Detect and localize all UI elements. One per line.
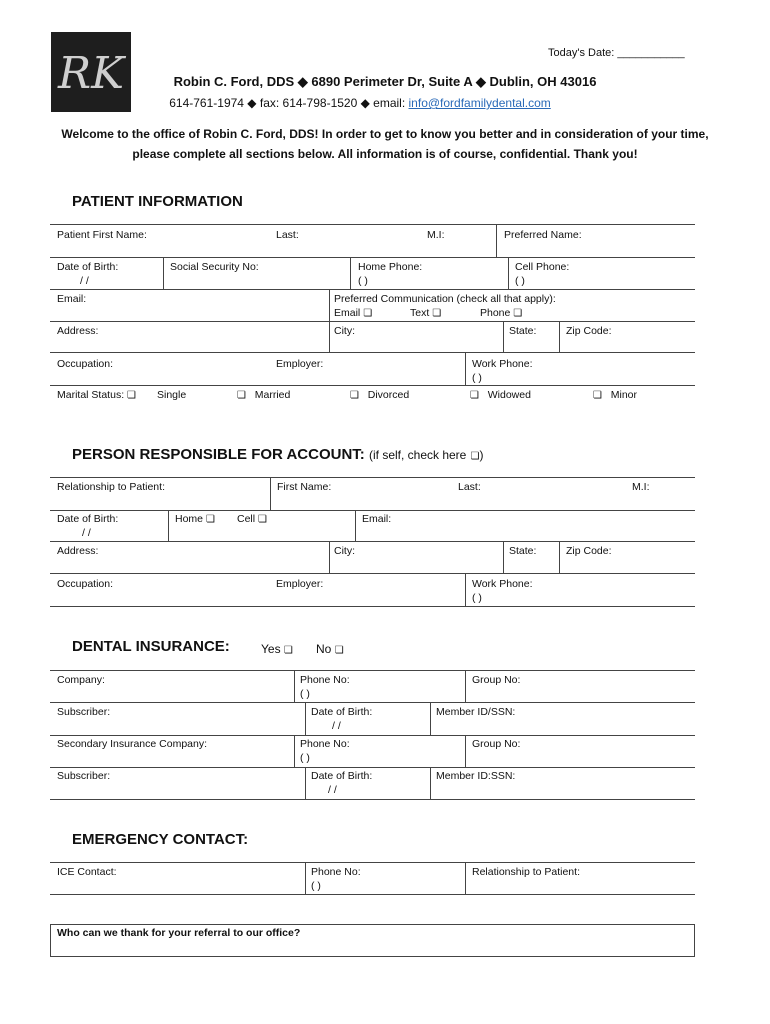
patient-work-phone-paren: ( ) [472,372,482,384]
secondary-insurance-company-field[interactable]: Secondary Insurance Company: [57,738,207,750]
secondary-subscriber-field[interactable]: Subscriber: [57,770,111,782]
secondary-phone-paren: ( ) [300,752,310,764]
checkbox-icon[interactable]: ❏ [513,308,523,319]
checkbox-icon[interactable]: ❏ [363,308,373,319]
ice-contact-field[interactable]: ICE Contact: [57,866,117,878]
patient-home-phone-paren: ( ) [358,275,368,287]
marital-divorced-option[interactable]: ❏ Divorced [350,389,410,401]
ice-relationship-field[interactable]: Relationship to Patient: [472,866,580,878]
patient-city-field[interactable]: City: [334,325,355,337]
insurance-subscriber-dob-field[interactable]: Date of Birth: [311,706,373,718]
responsible-heading: PERSON RESPONSIBLE FOR ACCOUNT: (if self, check here ❏) [72,446,484,463]
insurance-subscriber-field[interactable]: Subscriber: [57,706,111,718]
practice-email-link[interactable]: info@fordfamilydental.com [408,96,551,110]
insurance-yes-option[interactable]: Yes ❏ [261,642,293,656]
checkbox-icon[interactable]: ❏ [470,451,480,462]
patient-dob-field[interactable]: Date of Birth: [57,261,119,273]
patient-mi-field[interactable]: M.I: [427,229,445,241]
marital-widowed-option[interactable]: ❏ Widowed [470,389,531,401]
pref-email-option[interactable]: Email ❏ [334,307,373,319]
resp-email-field[interactable]: Email: [362,513,392,525]
resp-first-name-field[interactable]: First Name: [277,481,332,493]
patient-ssn-field[interactable]: Social Security No: [170,261,259,273]
ice-phone-paren: ( ) [311,880,321,892]
insurance-member-id-field[interactable]: Member ID/SSN: [436,706,516,718]
checkbox-icon[interactable]: ❏ [350,390,359,401]
insurance-dob-slashes: / / [332,720,341,732]
patient-dob-slashes: / / [80,275,89,287]
emergency-contact-heading: EMERGENCY CONTACT: [72,831,249,848]
practice-contact-line [0,96,720,110]
resp-zip-field[interactable]: Zip Code: [566,545,612,557]
patient-cell-phone-paren: ( ) [515,275,525,287]
resp-cell-option[interactable]: Cell ❏ [237,513,267,525]
marital-married-option[interactable]: ❏ Married [237,389,291,401]
resp-dob-field[interactable]: Date of Birth: [57,513,119,525]
secondary-group-field[interactable]: Group No: [472,738,521,750]
checkbox-icon[interactable]: ❏ [205,514,215,525]
patient-employer-field[interactable]: Employer: [276,358,324,370]
logo-monogram: RK [58,48,124,99]
insurance-phone-field[interactable]: Phone No: [300,674,350,686]
practice-address-line: Robin C. Ford, DDS ◆ 6890 Perimeter Dr, Suite A ◆ Dublin, OH 43016 [173,74,597,89]
marital-minor-option[interactable]: ❏ Minor [593,389,637,401]
dental-insurance-heading: DENTAL INSURANCE: [72,638,230,655]
insurance-no-option[interactable]: No ❏ [316,642,344,656]
pref-text-option[interactable]: Text ❏ [410,307,442,319]
resp-home-option[interactable]: Home ❏ [175,513,215,525]
insurance-phone-paren: ( ) [300,688,310,700]
patient-state-field[interactable]: State: [509,325,537,337]
welcome-message: Welcome to the office of Robin C. Ford, DDS! In order to get to know you better and in consideration of your time, please complete all sections below. All information is of course, confidential. Thank you! [61,127,709,161]
resp-address-field[interactable]: Address: [57,545,99,557]
resp-last-field[interactable]: Last: [458,481,481,493]
secondary-member-id-field[interactable]: Member ID:SSN: [436,770,516,782]
preferred-communication-label: Preferred Communication (check all that apply): [334,293,556,305]
patient-home-phone-field[interactable]: Home Phone: [358,261,423,273]
pref-phone-option[interactable]: Phone ❏ [480,307,523,319]
checkbox-icon[interactable]: ❏ [237,390,246,401]
resp-work-phone-paren: ( ) [472,592,482,604]
patient-email-field[interactable]: Email: [57,293,87,305]
patient-cell-phone-field[interactable]: Cell Phone: [515,261,570,273]
secondary-dob-slashes: / / [328,784,337,796]
resp-mi-field[interactable]: M.I: [632,481,650,493]
resp-occupation-field[interactable]: Occupation: [57,578,114,590]
patient-information-heading: PATIENT INFORMATION [72,193,243,210]
resp-city-field[interactable]: City: [334,545,355,557]
secondary-subscriber-dob-field[interactable]: Date of Birth: [311,770,373,782]
referral-question: Who can we thank for your referral to our office? [57,927,301,939]
patient-last-name-field[interactable]: Last: [276,229,299,241]
ice-phone-field[interactable]: Phone No: [311,866,361,878]
patient-first-name-field[interactable]: Patient First Name: [57,229,147,241]
todays-date-field[interactable]: Today's Date: ___________ [548,47,685,59]
resp-relationship-field[interactable]: Relationship to Patient: [57,481,165,493]
patient-preferred-name-field[interactable]: Preferred Name: [504,229,582,241]
marital-status-label: Marital Status: ❏ [57,389,136,401]
checkbox-icon[interactable]: ❏ [258,514,267,525]
patient-address-field[interactable]: Address: [57,325,99,337]
resp-work-phone-field[interactable]: Work Phone: [472,578,533,590]
insurance-company-field[interactable]: Company: [57,674,105,686]
checkbox-icon[interactable]: ❏ [283,645,293,656]
checkbox-icon[interactable]: ❏ [127,390,136,401]
patient-occupation-field[interactable]: Occupation: [57,358,114,370]
insurance-group-field[interactable]: Group No: [472,674,521,686]
checkbox-icon[interactable]: ❏ [593,390,602,401]
contact-phones: 614-761-1974 ◆ fax: 614-798-1520 ◆ email: [169,96,409,110]
checkbox-icon[interactable]: ❏ [470,390,479,401]
marital-single-label: Single [157,389,187,401]
patient-zip-field[interactable]: Zip Code: [566,325,612,337]
resp-dob-slashes: / / [82,527,91,539]
checkbox-icon[interactable]: ❏ [432,308,442,319]
patient-work-phone-field[interactable]: Work Phone: [472,358,533,370]
secondary-phone-field[interactable]: Phone No: [300,738,350,750]
resp-state-field[interactable]: State: [509,545,537,557]
checkbox-icon[interactable]: ❏ [334,645,344,656]
resp-employer-field[interactable]: Employer: [276,578,324,590]
